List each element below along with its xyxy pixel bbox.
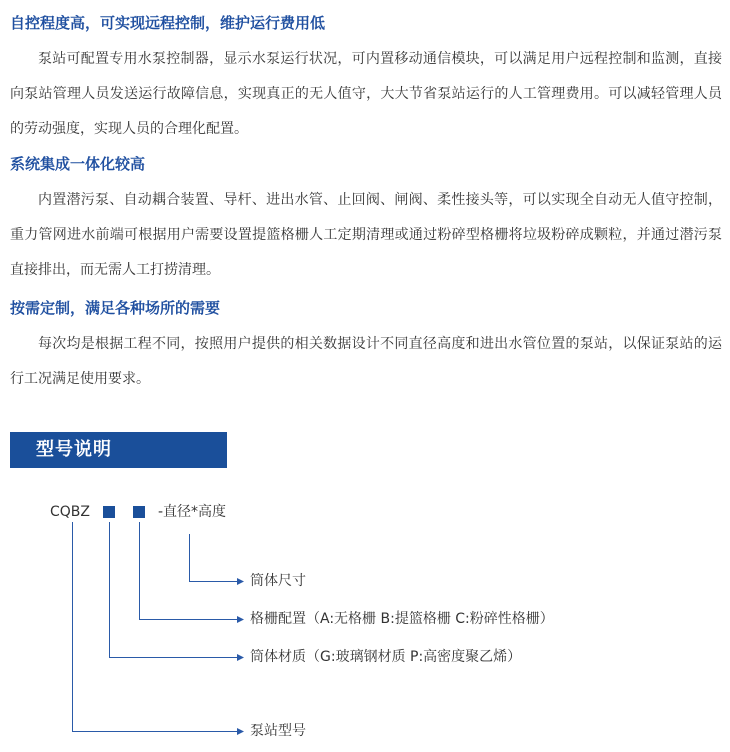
- connector-grille: [140, 522, 239, 620]
- arrowhead-model: [237, 728, 244, 735]
- connector-model: [73, 522, 239, 732]
- arrowhead-grille: [237, 616, 244, 623]
- label-station-model: 泵站型号: [250, 723, 306, 739]
- arrowhead-size: [237, 578, 244, 585]
- model-section-title: 型号说明: [36, 439, 112, 460]
- connector-material: [110, 522, 239, 658]
- model-code-prefix: CQBZ: [50, 504, 90, 520]
- grille-code-square: [103, 506, 115, 518]
- label-body-material: 筒体材质（G:玻璃钢材质 P:高密度聚乙烯）: [250, 649, 522, 665]
- label-body-size: 筒体尺寸: [250, 573, 306, 589]
- model-code-suffix: -直径*高度: [158, 504, 227, 520]
- heading-integration: 系统集成一体化较高: [10, 155, 146, 173]
- paragraph-remote-control: 泵站可配置专用水泵控制器，显示水泵运行状况，可内置移动通信模块，可以满足用户远程控制和监测，直接向泵站管理人员发送运行故障信息，实现真正的无人值守，大大节省泵站运行的人工管理费用。可以减轻管理人员的劳动强度，实现人员的合理化配置。: [10, 51, 722, 137]
- connector-size: [190, 534, 239, 582]
- heading-remote-control: 自控程度高，可实现远程控制，维护运行费用低: [10, 14, 326, 32]
- label-grille-config: 格栅配置（A:无格栅 B:提篮格栅 C:粉碎性格栅）: [250, 611, 554, 627]
- arrowhead-material: [237, 654, 244, 661]
- material-code-square: [133, 506, 145, 518]
- paragraph-customization: 每次均是根据工程不同，按照用户提供的相关数据设计不同直径高度和进出水管位置的泵站，以保证泵站的运行工况满足使用要求。: [10, 336, 722, 387]
- paragraph-integration: 内置潜污泵、自动耦合装置、导杆、进出水管、止回阀、闸阀、柔性接头等，可以实现全自动无人值守控制，重力管网进水前端可根据用户需要设置提篮格栅人工定期清理或通过粉碎型格栅将垃圾粉碎成颗粒，并通过潜污泵直接排出，而无需人工打捞清理。: [10, 192, 722, 278]
- heading-customization: 按需定制，满足各种场所的需要: [10, 299, 221, 317]
